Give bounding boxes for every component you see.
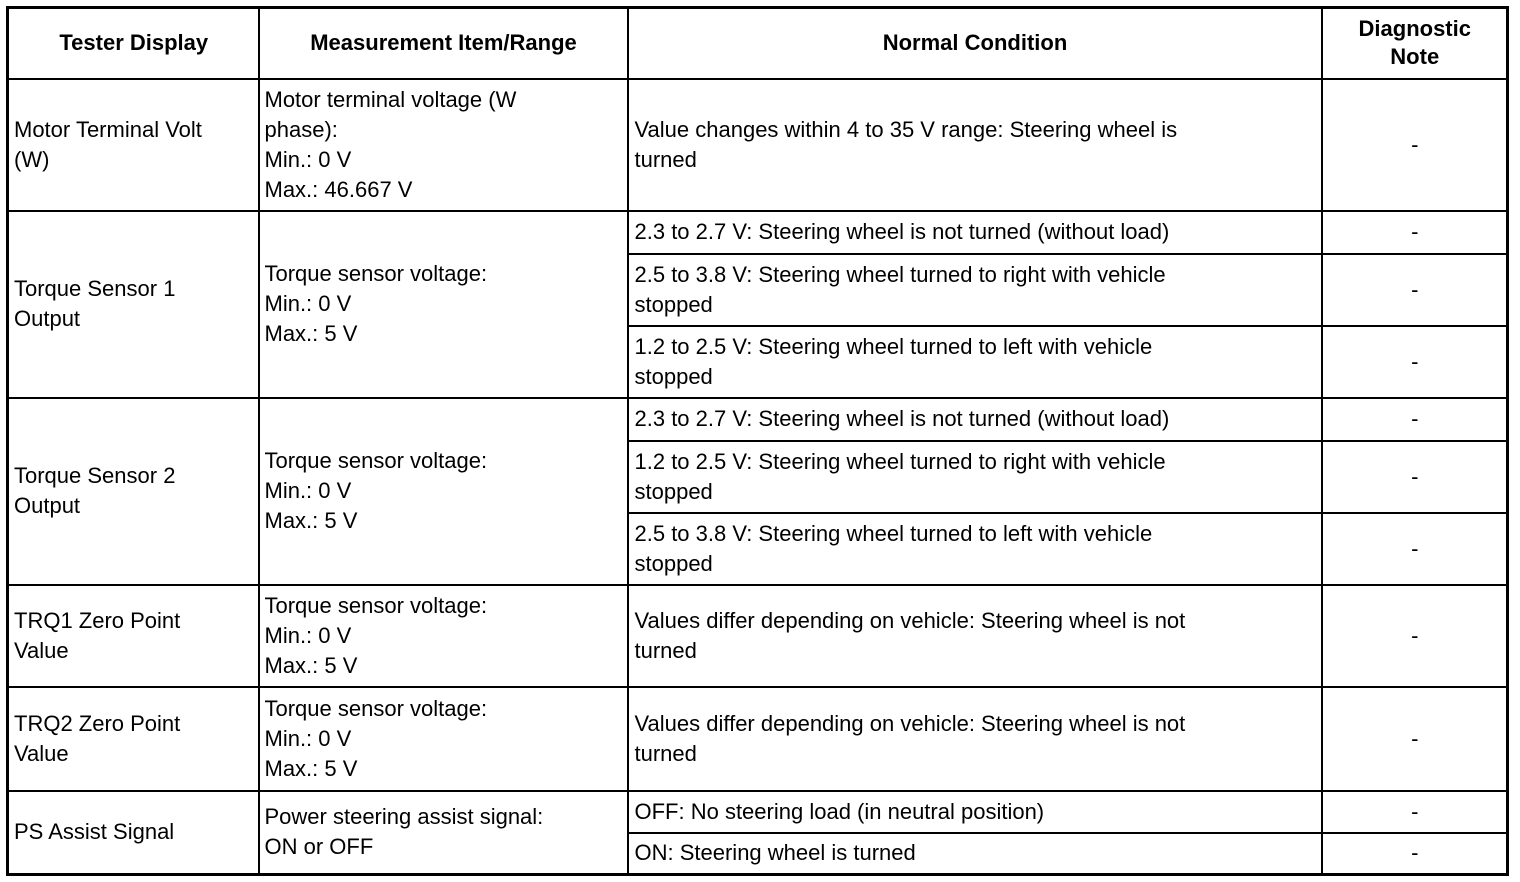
normal-condition-cell: OFF: No steering load (in neutral position) <box>628 791 1322 833</box>
diagnostic-note-cell: - <box>1322 687 1508 791</box>
diagnostic-note-cell: - <box>1322 326 1508 398</box>
diagnostic-note-cell: - <box>1322 833 1508 875</box>
diagnostic-note-cell: - <box>1322 441 1508 513</box>
normal-condition-cell: ON: Steering wheel is turned <box>628 833 1322 875</box>
normal-condition-cell: 2.3 to 2.7 V: Steering wheel is not turned (without load) <box>628 211 1322 254</box>
header-normal-condition: Normal Condition <box>628 8 1322 79</box>
normal-condition-cell: Values differ depending on vehicle: Steering wheel is not turned <box>628 687 1322 791</box>
diagnostic-note-cell: - <box>1322 791 1508 833</box>
normal-condition-cell: 2.3 to 2.7 V: Steering wheel is not turned (without load) <box>628 398 1322 441</box>
measurement-cell: Motor terminal voltage (W phase): Min.: 0 V Max.: 46.667 V <box>259 79 628 211</box>
table-row <box>8 791 1508 833</box>
tester-display-cell: Torque Sensor 2 Output <box>8 398 259 585</box>
normal-condition-cell: 2.5 to 3.8 V: Steering wheel turned to right with vehicle stopped <box>628 254 1322 326</box>
tester-display-cell: PS Assist Signal <box>8 791 259 875</box>
normal-condition-cell: Value changes within 4 to 35 V range: Steering wheel is turned <box>628 79 1322 211</box>
table-row <box>8 585 1508 687</box>
tester-display-cell: Motor Terminal Volt (W) <box>8 79 259 211</box>
header-tester-display: Tester Display <box>8 8 259 79</box>
tester-display-cell: TRQ1 Zero Point Value <box>8 585 259 687</box>
measurement-cell: Torque sensor voltage: Min.: 0 V Max.: 5 V <box>259 687 628 791</box>
header-measurement: Measurement Item/Range <box>259 8 628 79</box>
table-row <box>8 398 1508 441</box>
data-list-table <box>6 6 1509 876</box>
diagnostic-note-cell: - <box>1322 585 1508 687</box>
normal-condition-cell: 1.2 to 2.5 V: Steering wheel turned to left with vehicle stopped <box>628 326 1322 398</box>
diagnostic-note-cell: - <box>1322 211 1508 254</box>
measurement-cell: Power steering assist signal: ON or OFF <box>259 791 628 875</box>
measurement-cell: Torque sensor voltage: Min.: 0 V Max.: 5 V <box>259 211 628 398</box>
measurement-cell: Torque sensor voltage: Min.: 0 V Max.: 5 V <box>259 585 628 687</box>
table-row <box>8 79 1508 211</box>
normal-condition-cell: 1.2 to 2.5 V: Steering wheel turned to right with vehicle stopped <box>628 441 1322 513</box>
table-row <box>8 211 1508 254</box>
tester-display-cell: Torque Sensor 1 Output <box>8 211 259 398</box>
diagnostic-note-cell: - <box>1322 79 1508 211</box>
diagnostic-note-cell: - <box>1322 398 1508 441</box>
table-row <box>8 687 1508 791</box>
normal-condition-cell: 2.5 to 3.8 V: Steering wheel turned to left with vehicle stopped <box>628 513 1322 585</box>
diagnostic-note-cell: - <box>1322 254 1508 326</box>
tester-display-cell: TRQ2 Zero Point Value <box>8 687 259 791</box>
normal-condition-cell: Values differ depending on vehicle: Steering wheel is not turned <box>628 585 1322 687</box>
header-row <box>8 8 1508 79</box>
header-diagnostic-note: Diagnostic Note <box>1322 8 1508 79</box>
measurement-cell: Torque sensor voltage: Min.: 0 V Max.: 5 V <box>259 398 628 585</box>
diagnostic-note-cell: - <box>1322 513 1508 585</box>
